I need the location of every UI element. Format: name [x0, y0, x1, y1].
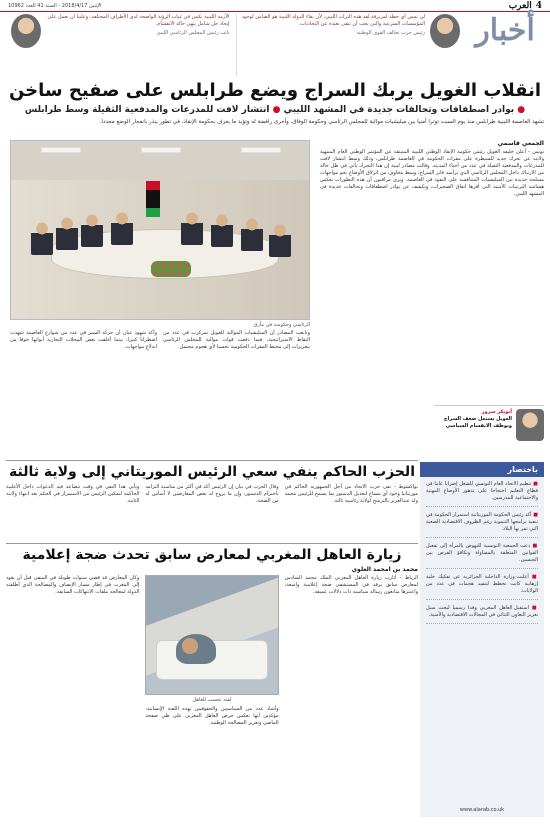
article-text: وأشاد عدد من السياسيين والحقوقيين بهذه اللفتة الإنسانية، مؤكدين أنها تعكس حرص العاهل المغربي على طي صفحة الماضي وتعزيز المصالحة الوطنية.: [145, 706, 279, 726]
brand-name: العرب: [508, 0, 532, 11]
article-text: الرباط - أثارت زيارة العاهل المغربي الملك محمد السادس لمعارض سابق يرقد في المستشفى ضجة إعلامية واسعة، واعتبرها متابعون رسالة سياسية ذات دلالات عميقة.: [284, 575, 418, 595]
masthead: [0, 0, 550, 12]
subhead-a: بوادر اصطفافات وتحالفات جديدة في المشهد الليبي: [283, 105, 515, 115]
person: [81, 213, 103, 247]
main-article-column: [320, 140, 544, 198]
article-column: [6, 575, 139, 727]
meeting-photo: [10, 140, 310, 320]
article-column: [285, 575, 418, 727]
section-word: أخبار: [475, 13, 535, 48]
ceiling-lamp: [41, 147, 81, 153]
main-headline[interactable]: انقلاب الغويل يربك السراج ويضع طرابلس على صفيح ساخن: [8, 80, 542, 101]
article-column: [145, 575, 278, 727]
photo-caption: لفتة تحسب للعاهل: [192, 697, 232, 703]
article-text: ويأتي هذا النفي في وقت تتصاعد فيه الدعوات داخل الأغلبية الحاكمة لتمكين الرئيس من الاستمرار في الحكم بعد انتهاء ولايته الثانية.: [6, 484, 140, 504]
photo-caption: الرئاسي وحكومته في مأزق: [253, 322, 310, 328]
page-number: 4: [535, 0, 542, 11]
person: [56, 216, 78, 250]
bullet-icon: ●: [269, 105, 281, 115]
bullet-icon: ●: [514, 105, 526, 115]
article-text: تونس - أعلن خليفة الغويل رئيس حكومة الإنقاذ الوطني الليبية المنبثقة عن المؤتمر الوطني العام المنتهية ولايته عن تحرك جديد للسيطرة على مقرات الحكومة في العاصمة طرابلس، وذلك وسط انتشار لافت للمدرعات والمدفعية الثقيلة في عدد من أحياء المدينة. وقالت مصادر ليبية إن هذا التحرك يأتي في ظل حالة من الارتباك داخل المجلس الرئاسي الذي يرأسه فايز السراج، وسط مخاوف من انزلاق الأوضاع نحو مواجهات مسلحة جديدة بين الميليشيات المتنافسة على النفوذ في العاصمة. ويرى مراقبون أن هذه التطورات تعكس هشاشة الترتيبات الأمنية التي أقرها اتفاق الصخيرات، وتكشف عن بوادر اصطفافات وتحالفات جديدة في المشهد الليبي.: [320, 149, 544, 197]
sidebar-items: [420, 477, 544, 633]
list-item[interactable]: ■ أعلنت وزارة الداخلية الجزائرية عن تفكيك خلية إرهابية كانت تخطط لتنفيذ هجمات في عدد من الولايات.: [426, 574, 538, 600]
article-text: وتابعت المصادر أن الميليشيات الموالية للغويل تمركزت في عدد من النقاط الاستراتيجية، فيما دفعت قوات موالية للمجلس الرئاسي بتعزيزات إلى محيط المقرات الحكومية تحسبا لأي هجوم محتمل.: [163, 330, 310, 350]
person: [269, 223, 291, 257]
flag: [146, 181, 160, 217]
list-item[interactable]: ■ تنظيم الاتحاد العام التونسي للشغل إضرابا عاما في قطاع التعليم احتجاجا على تدهور الأوضاع المهنية والاجتماعية للمدرسين.: [426, 481, 538, 507]
opinion-body: [242, 14, 426, 37]
columnist-name: أبوبكر سرور: [481, 409, 512, 415]
masthead-brand: [509, 1, 542, 11]
issue-line: الإثنين 2018/4/17 - السنة 41 العدد 10962: [8, 2, 102, 9]
person: [211, 213, 233, 247]
opinion-card: [6, 14, 230, 76]
article-author: الجمعي قاسمي: [497, 140, 544, 147]
hospital-photo: [145, 575, 278, 695]
subhead-b: انتشار لافت للمدرعات والمدفعية الثقيلة وسط طرابلس: [24, 105, 270, 115]
avatar: [11, 14, 41, 48]
main-subhead: [6, 104, 544, 116]
article-text: وقال الحزب في بيان إن الرئيس أكد في أكثر من مناسبة التزامه باحترام الدستور، وإن ما يروج له بعض المعارضين لا أساس له من الصحة.: [145, 484, 279, 504]
flowers: [151, 261, 191, 277]
opinion-quote: الأزمة الليبية تكمن في غياب الرؤية الواضحة لدى الأطراف المختلفة، وعلينا أن نعمل على إيجاد حل شامل ينهي حالة الانقسام.: [47, 14, 230, 27]
list-item[interactable]: ■ أكد رئيس الحكومة الموريتانية استمرار الحكومة في تنفيذ برامجها التنموية رغم الظروف الاقتصادية الصعبة التي تمر بها البلاد.: [426, 512, 538, 538]
person: [176, 634, 216, 664]
avatar: [516, 409, 544, 441]
article2-body: [6, 484, 418, 505]
site-url[interactable]: www.alarab.co.uk: [459, 807, 505, 813]
opinion-byline: رئيس حزب تحالف القوى الوطنية: [356, 30, 425, 36]
article-author: محمد بن امحمد العلوي: [351, 566, 418, 573]
person: [181, 211, 203, 245]
columnist-box: [434, 405, 544, 453]
sidebar-header: باختصار: [420, 462, 544, 477]
article2-headline[interactable]: الحزب الحاكم ينفي سعي الرئيس الموريتاني إلى ولاية ثالثة: [6, 460, 418, 481]
person: [241, 217, 263, 251]
ceiling-lamp: [141, 147, 181, 153]
article-text: وكان المعارض قد قضى سنوات طويلة في المنفى قبل أن يعود إلى المغرب في إطار مسار الإنصاف والمصالحة الذي أطلقته الدولة لمعالجة ملفات الانتهاكات السابقة.: [6, 575, 140, 595]
section-title: [466, 14, 544, 76]
opinion-body: [46, 14, 230, 37]
list-item[interactable]: ■ استقبل العاهل المغربي وفدا رسميا لبحث سبل تعزيز التعاون الثنائي في المجالات الاقتصادية والأمنية.: [426, 605, 538, 624]
opinion-quote: لن تمس أي خطة لمرتزقة لقد هذه التراث الليبي، لأن بقاء الدولة الليبية هو الضامن لوجود المؤسسات الشرعية والتي يجب أن تبقى بعيدة عن التجاذبات.: [241, 14, 425, 27]
opinion-strip: [6, 14, 544, 76]
ceiling-lamp: [241, 147, 281, 153]
person: [31, 221, 53, 255]
article3-body: [6, 575, 418, 727]
avatar: [430, 14, 460, 48]
article-text: وأكد شهود عيان أن حركة السير في عدد من شوارع العاصمة شهدت اضطرابا كبيرا، بينما أغلقت بعض المحلات التجارية أبوابها خوفا من اندلاع مواجهات.: [10, 330, 157, 350]
opinion-card: [236, 14, 461, 76]
person: [111, 211, 133, 245]
list-item[interactable]: ■ دعت الجمعية التونسية للنهوض بالمرأة إلى تفعيل القوانين المتعلقة بالمساواة وتكافؤ الفرص بين الجنسين.: [426, 543, 538, 569]
brief-sidebar: [420, 462, 544, 817]
main-article-lower: [10, 330, 310, 351]
columnist-info: [434, 409, 512, 453]
article-text: نواكشوط - نفى حزب الاتحاد من أجل الجمهورية الحاكم في موريتانيا وجود أي مساع لتعديل الدستور بما يسمح للرئيس محمد ولد عبدالعزيز بالترشح لولاية رئاسية ثالثة.: [284, 484, 418, 504]
opinion-byline: نائب رئيس المجلس الرئاسي الليبي: [156, 30, 230, 36]
columnist-title[interactable]: الغويل يستغل ضعف السراج ويوظف الانقسام السياسي: [443, 416, 512, 429]
article3-headline[interactable]: زيارة العاهل المغربي لمعارض سابق تحدث ضجة إعلامية: [6, 543, 418, 564]
main-intro: تشهد العاصمة الليبية طرابلس منذ يوم السبت توترا أمنيا بين ميليشيات موالية للمجلس الرئاسي وحكومة الوفاق، وأخرى رافضة له وتؤيد ما يعرف بحكومة الإنقاذ، في تطور ينذر بانفجار الوضع مجددا.: [99, 119, 544, 125]
